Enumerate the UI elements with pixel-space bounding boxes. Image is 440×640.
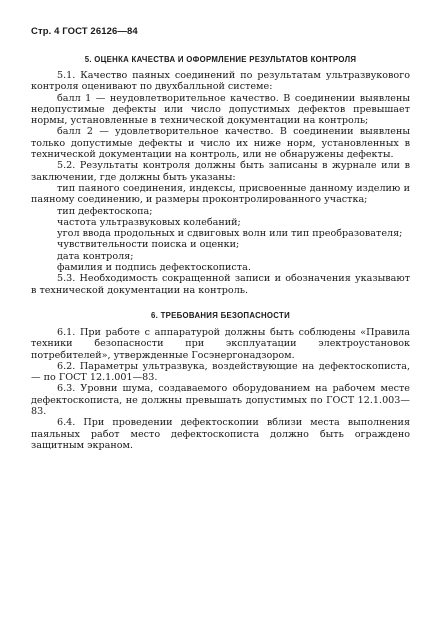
paragraph: дата контроля; [57, 250, 134, 262]
paragraph: 5.2. Результаты контроля должны быть записаны в журнале или в заключении, где должны быть указаны: [31, 160, 410, 183]
section-5 [31, 55, 410, 296]
section-title: 5. ОЦЕНКА КАЧЕСТВА И ОФОРМЛЕНИЕ РЕЗУЛЬТАТОВ КОНТРОЛЯ [84, 55, 357, 64]
paragraph: тип дефектоскопа; [57, 205, 153, 217]
paragraph: 6.2. Параметры ультразвука, воздействующие на дефектоскописта, — по ГОСТ 12.1.001—83. [31, 360, 410, 384]
paragraph: 5.3. Необходимость сокращенной записи и обозначения указывают в технической документации на контроль. [31, 273, 410, 296]
section-title: 6. ТРЕБОВАНИЯ БЕЗОПАСНОСТИ [151, 310, 290, 320]
paragraph: 6.3. Уровни шума, создаваемого оборудованием на рабочем месте дефектоскописта, не должны превышать допустимых по ГОСТ 12.1.003—83. [31, 383, 410, 418]
paragraph: 6.1. При работе с аппаратурой должны быть соблюдены «Правила техники безопасности при эксплуатации электроустановок потребителей», утвержденные Госэнергонадзором. [31, 326, 410, 361]
paragraph: 5.1. Качество паяных соединений по результатам ультразвукового контроля оценивают по двухбалльной системе: [31, 70, 410, 93]
paragraph: фамилия и подпись дефектоскописта. [57, 262, 251, 274]
page-header: Стр. 4 ГОСТ 26126—84 [31, 26, 138, 37]
paragraph: балл 1 — неудовлетворительное качество. В соединении выявлены недопустимые дефекты или число допустимых дефектов превышает нормы, установленные в технической документации на контроль; [31, 92, 410, 127]
paragraph: балл 2 — удовлетворительное качество. В соединении выявлены только допустимые дефекты и число их ниже норм, установленных в технической документации на контроль, или не обнаружены дефекты. [31, 126, 410, 161]
paragraph: частота ультразвуковых колебаний; [57, 216, 241, 228]
paragraph: чувствительности поиска и оценки; [57, 239, 240, 251]
paragraph: 6.4. При проведении дефектоскопии вблизи места выполнения паяльных работ место дефектоскописта должно быть ограждено защитным экраном. [31, 417, 410, 451]
paragraph: угол ввода продольных и сдвиговых волн или тип преобразователя; [57, 228, 403, 240]
paragraph: тип паяного соединения, индексы, присвоенные данному изделию и паяному соединению, и размеры проконтролированного участка; [31, 182, 410, 206]
section-6 [31, 311, 410, 451]
